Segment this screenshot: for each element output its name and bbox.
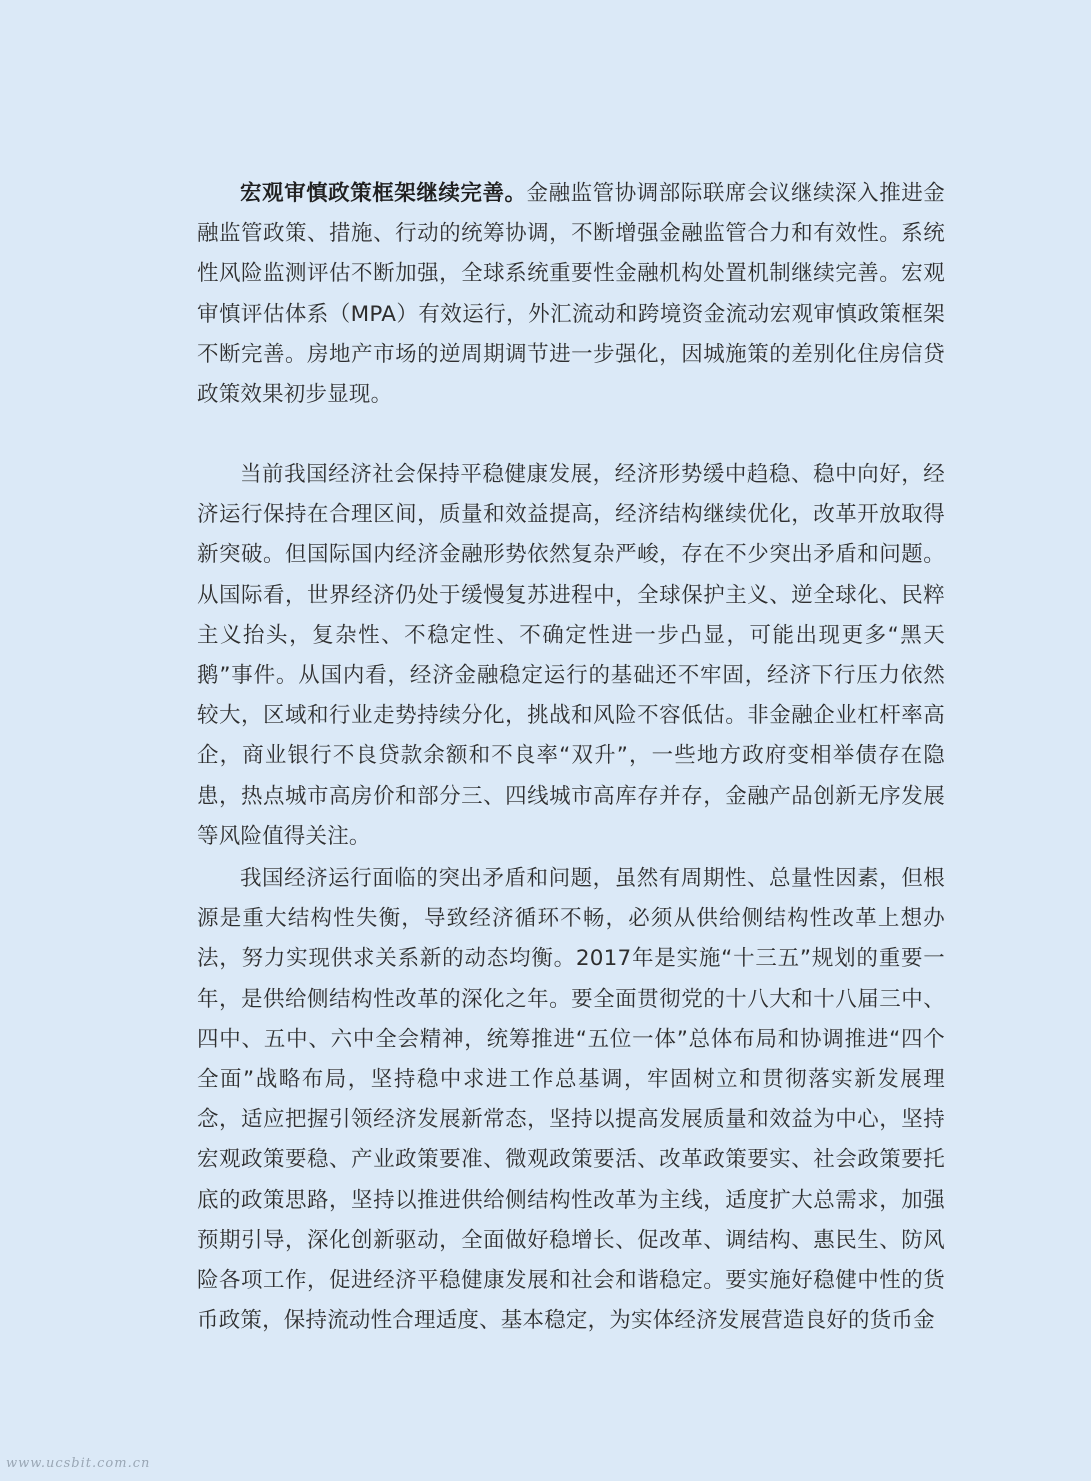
paragraph-macroprudential: [197, 174, 945, 415]
paragraph-body: 金融监管协调部际联席会议继续深入推进金融监管政策、措施、行动的统筹协调，不断增强金融监管合力和有效性。系统性风险监测评估不断加强，全球系统重要性金融机构处置机制继续完善。宏观审慎评估体系（MPA）有效运行，外汇流动和跨境资金流动宏观审慎政策框架不断完善。房地产市场的逆周期调节进一步强化，因城施策的差别化住房信贷政策效果初步显现。: [197, 181, 945, 408]
paragraph-economic-situation: 当前我国经济社会保持平稳健康发展，经济形势缓中趋稳、稳中向好，经济运行保持在合理区间，质量和效益提高，经济结构继续优化，改革开放取得新突破。但国际国内经济金融形势依然复杂严峻，存在不少突出矛盾和问题。从国际看，世界经济仍处于缓慢复苏进程中，全球保护主义、逆全球化、民粹主义抬头，复杂性、不稳定性、不确定性进一步凸显，可能出现更多“黑天鹅”事件。从国内看，经济金融稳定运行的基础还不牢固，经济下行压力依然较大，区域和行业走势持续分化，挑战和风险不容低估。非金融企业杠杆率高企，商业银行不良贷款余额和不良率“双升”，一些地方政府变相举债存在隐患，热点城市高房价和部分三、四线城市高库存并存，金融产品创新无序发展等风险值得关注。: [197, 462, 945, 849]
paragraph-lead-heading: 宏观审慎政策框架继续完善。: [240, 181, 527, 206]
paragraph-structural-reform: 我国经济运行面临的突出矛盾和问题，虽然有周期性、总量性因素，但根源是重大结构性失衡，导致经济循环不畅，必须从供给侧结构性改革上想办法，努力实现供求关系新的动态均衡。2017年是实施“十三五”规划的重要一年，是供给侧结构性改革的深化之年。要全面贯彻党的十八大和十八届三中、四中、五中、六中全会精神，统筹推进“五位一体”总体布局和协调推进“四个全面”战略布局，坚持稳中求进工作总基调，牢固树立和贯彻落实新发展理念，适应把握引领经济发展新常态，坚持以提高发展质量和效益为中心，坚持宏观政策要稳、产业政策要准、微观政策要活、改革政策要实、社会政策要托底的政策思路，坚持以推进供给侧结构性改革为主线，适度扩大总需求，加强预期引导，深化创新驱动，全面做好稳增长、促改革、调结构、惠民生、防风险各项工作，促进经济平稳健康发展和社会和谐稳定。要实施好稳健中性的货币政策，保持流动性合理适度、基本稳定，为实体经济发展营造良好的货币金: [197, 866, 945, 1334]
watermark-text: www.ucsbit.com.cn: [6, 1456, 151, 1471]
